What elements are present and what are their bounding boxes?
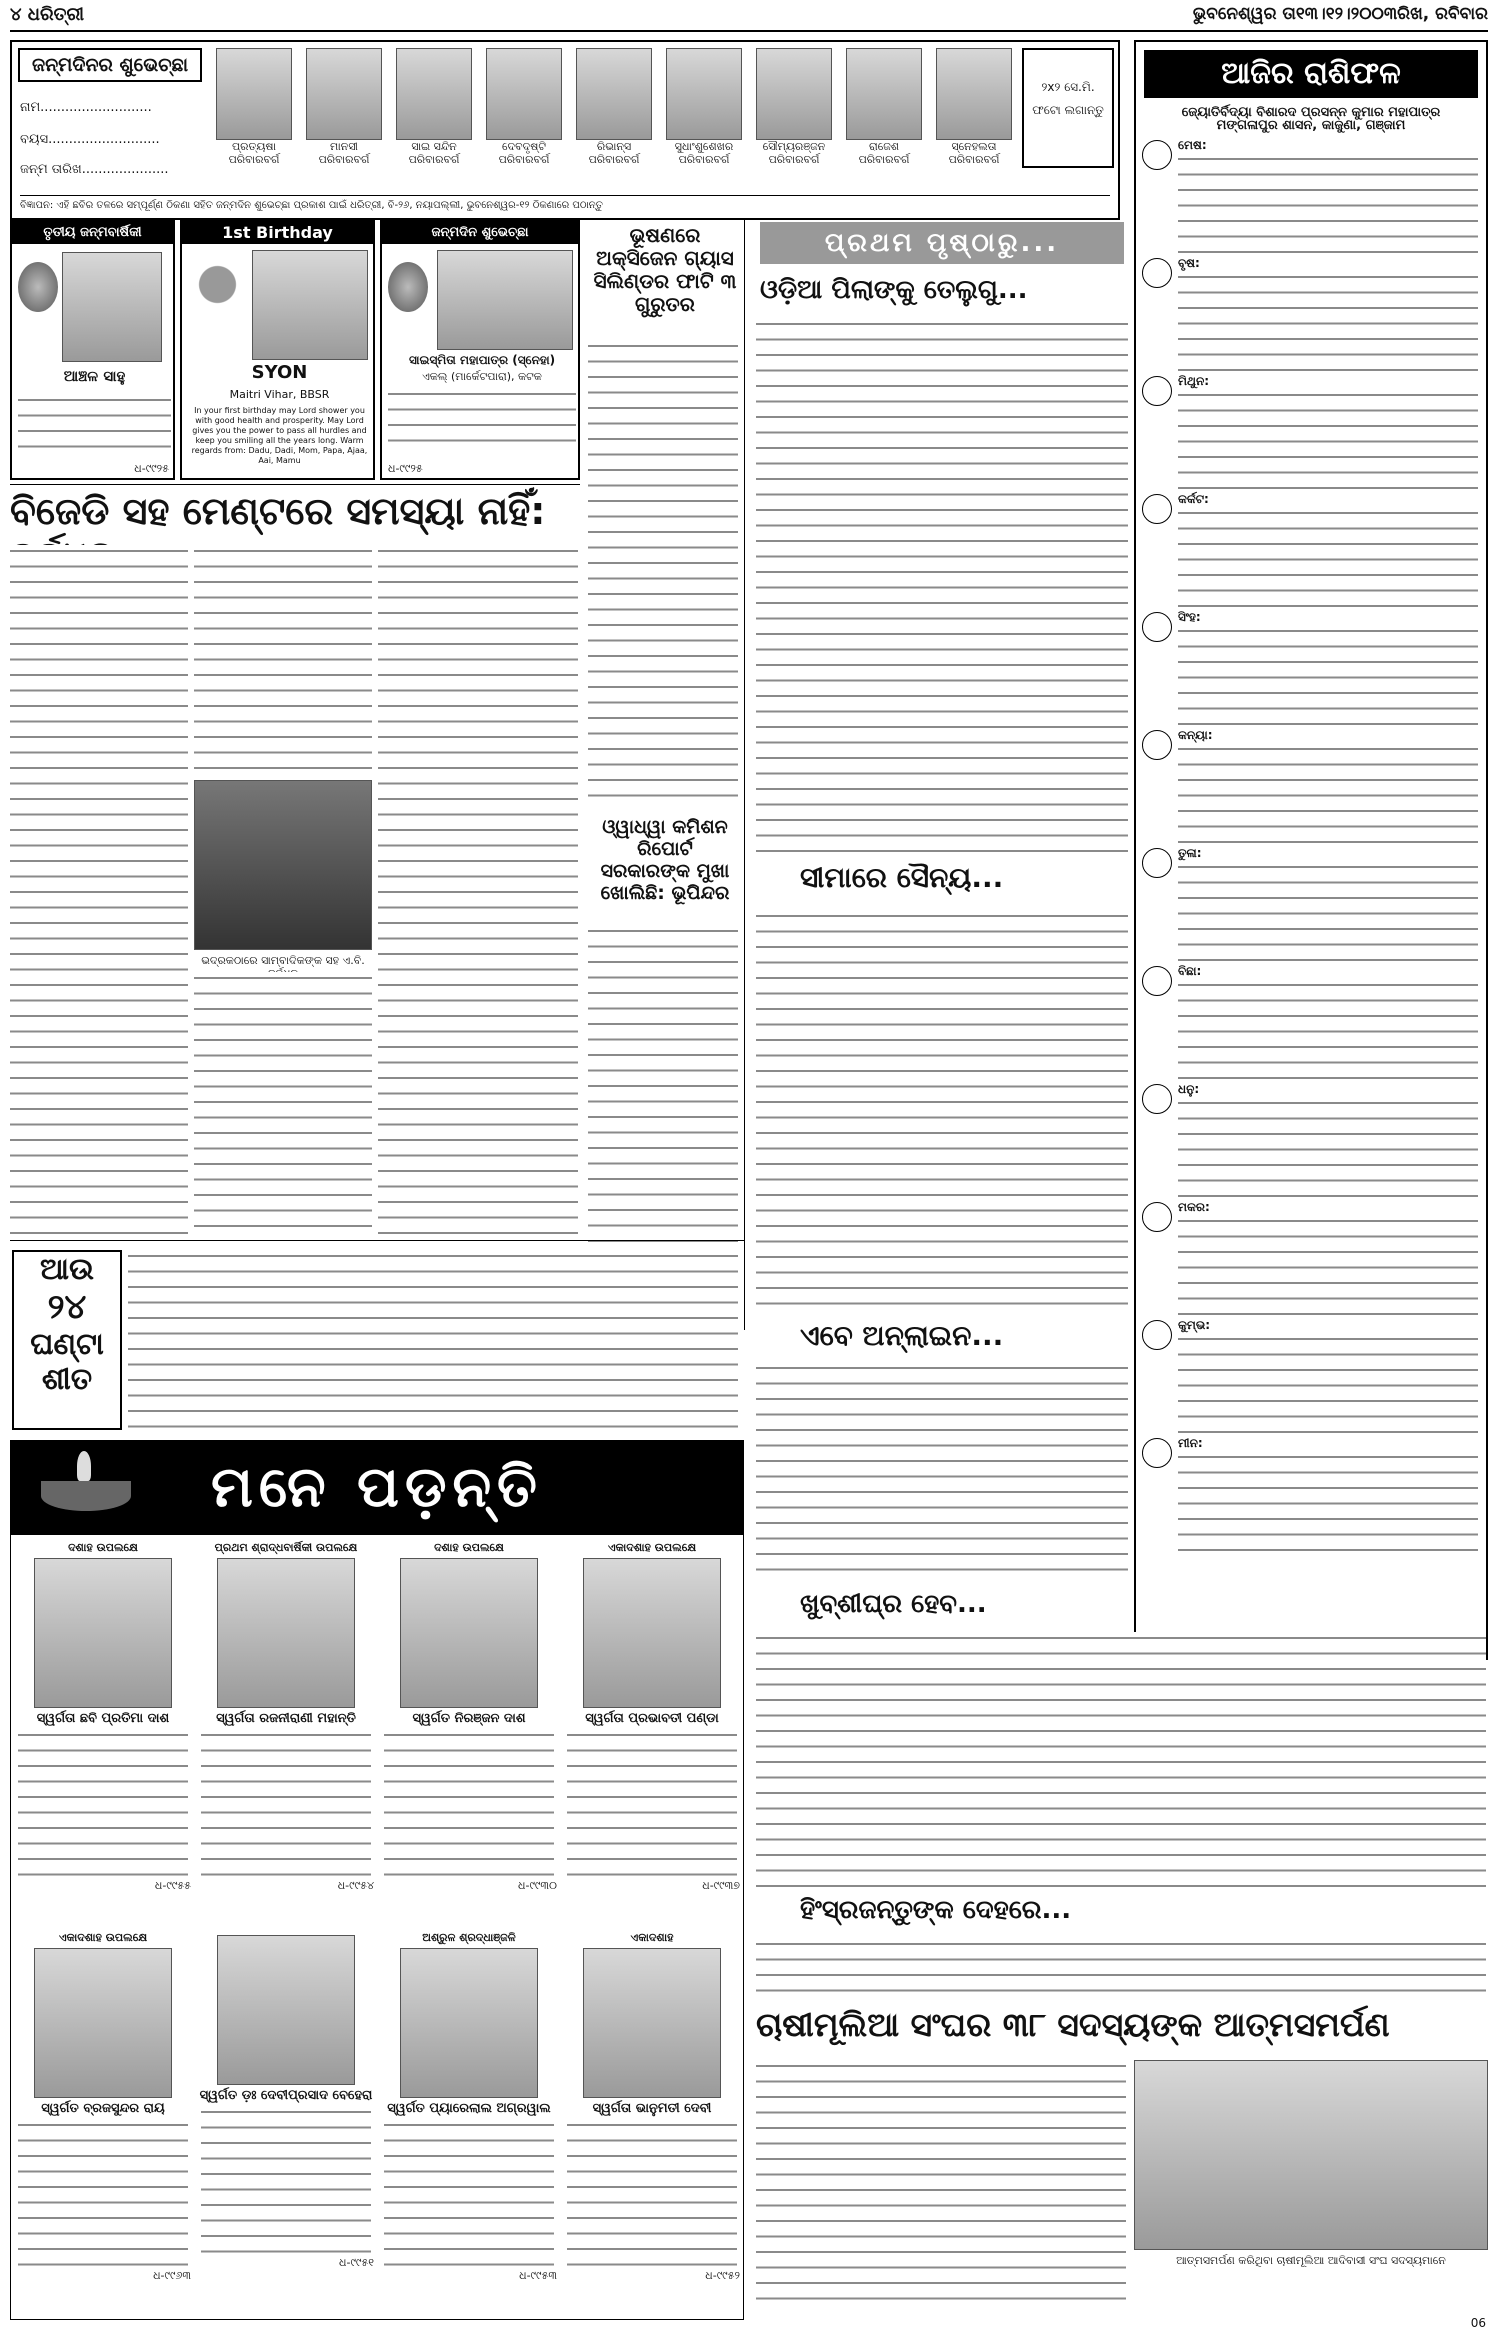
headline-seemare: ସୀମାରେ ସୈନ୍ୟ... xyxy=(800,861,1004,894)
obituary-code: ଧ-୯୯୫୧ xyxy=(339,2256,374,2269)
field-name: ନାମ........................... xyxy=(20,100,152,115)
mane-padanti-section xyxy=(10,1440,744,2320)
headline-khub: ଖୁବ୍‌ଶୀଘ୍ର ହେବ... xyxy=(800,1589,987,1619)
cold-line-3: ଘଣ୍ଟା xyxy=(30,1327,104,1362)
sign-name: ସିଂହ: xyxy=(1178,610,1201,624)
sign-name: କର୍କଟ: xyxy=(1178,492,1209,506)
sign-text xyxy=(1178,1215,1478,1315)
virgo-icon xyxy=(1142,730,1172,760)
field-date: ଜନ୍ମ ତାରିଖ..................... xyxy=(20,162,169,177)
kid-name: ମାନସୀ xyxy=(330,140,358,153)
rashifala-byline2: ମଙ୍ଗଳାପୁର ଶାସନ, କାଜୁଣା, ଗଞ୍ଜାମ xyxy=(1216,118,1406,133)
headline-odia-telugu: ଓଡ଼ିଆ ପିଲାଙ୍କୁ ତେଲୁଗୁ... xyxy=(760,275,1028,305)
rashifala-title: ଆଜିର ରାଶିଫଳ xyxy=(1144,50,1478,98)
child-photo xyxy=(62,252,162,362)
sign-row xyxy=(1142,1200,1480,1318)
cold-line-2: ୨୪ xyxy=(47,1287,87,1327)
photo-size-note: ଫଟୋ ଲଗାନ୍ତୁ xyxy=(1032,103,1104,117)
obituary-label: ଏକାଦଶାହ xyxy=(630,1931,674,1944)
kid-family: ପରିବାରବର୍ଗ xyxy=(948,153,1000,166)
photo-size-box xyxy=(1022,48,1114,168)
ad-title: 1st Birthday xyxy=(182,222,373,244)
sign-text xyxy=(1178,1333,1478,1433)
sign-text xyxy=(1178,507,1478,607)
ad-title: ତୃତୀୟ ଜନ୍ମବାର୍ଷିକୀ xyxy=(12,222,173,244)
obituary-code: ଧ-୯୯୫୨ xyxy=(705,2269,740,2282)
kid-name: ସ୍ନେହଲତା xyxy=(951,140,997,153)
sign-row xyxy=(1142,846,1480,964)
ad-title: ଜନ୍ମଦିନ ଶୁଭେଚ୍ଛା xyxy=(382,222,578,244)
birthday-box xyxy=(10,40,1120,220)
kid-name: ରିଭାନ୍ସ xyxy=(596,140,632,153)
sign-text xyxy=(1178,861,1478,961)
ad-birthday-wish xyxy=(380,220,580,480)
kid-photo xyxy=(486,48,562,140)
balloon-icon xyxy=(388,262,428,312)
kid-family: ପରିବାରବର୍ଗ xyxy=(228,153,280,166)
sign-name: ତୁଳା: xyxy=(1178,846,1202,860)
kid-photo xyxy=(666,48,742,140)
sign-name: ମିଥୁନ: xyxy=(1178,374,1210,388)
sign-name: ଧନୁ: xyxy=(1178,1082,1200,1096)
obituary-photo xyxy=(583,1558,721,1708)
scorpio-icon xyxy=(1142,966,1172,996)
obituary-photo xyxy=(583,1948,721,2098)
sign-row xyxy=(1142,492,1480,610)
obituary-text xyxy=(384,2119,554,2269)
obituary-code: ଧ-୯୯୫୪ xyxy=(337,1879,374,1892)
obituary-label: ଏକାଦଶାହ ଉପଲକ୍ଷେ xyxy=(58,1931,148,1944)
surrender-caption: ଆତ୍ମସମର୍ପଣ କରିଥିବା ଚାଷୀମୂଲିଆ ଆଦିବାସୀ ସଂଘ ସଦସ୍ୟମାନେ xyxy=(1176,2254,1446,2267)
birthday-kid xyxy=(482,48,566,166)
obituary-card xyxy=(15,1931,191,2311)
birthday-kid xyxy=(212,48,296,166)
sign-row xyxy=(1142,610,1480,728)
obituary-card xyxy=(381,1931,557,2311)
ad-third-birthday xyxy=(10,220,175,480)
kid-family: ପରିବାରବର୍ଗ xyxy=(498,153,550,166)
cold-line-4: ଶୀତ xyxy=(41,1362,93,1397)
birthday-photos xyxy=(212,48,1032,178)
story-online-body xyxy=(756,1362,1128,1582)
story-khub-body xyxy=(756,1632,1486,1892)
obituary-text xyxy=(567,2119,737,2269)
kid-photo xyxy=(756,48,832,140)
headline-commission: ଓ୍ୱାଧ୍ୱା କମିଶନ ରିପୋର୍ଟ ସରକାରଙ୍କ ମୁଖା ଖୋଲିଛି: ଭୂପିନ୍ଦର xyxy=(600,816,730,904)
diya-icon xyxy=(41,1481,131,1511)
obituary-name: ସ୍ୱର୍ଗତ ଡ଼ଃ ଦେବୀପ୍ରସାଦ ବେହେରା xyxy=(199,2088,373,2103)
obituary-card xyxy=(15,1541,191,1921)
kid-name: ସାଇ ସନ୍ଦିନ xyxy=(411,140,457,153)
headline-chasi-mulia: ଚାଷୀମୂଲିଆ ସଂଘର ୩୮ ସଦସ୍ୟଙ୍କ ଆତ୍ମସମର୍ପଣ xyxy=(756,2005,1390,2044)
birthday-box-title: ଜନ୍ମଦିନର ଶୁଭେଚ୍ଛା xyxy=(18,48,202,82)
obituary-card xyxy=(198,1931,374,2311)
kid-family: ପରିବାରବର୍ଗ xyxy=(318,153,370,166)
kid-family: ପରିବାରବର୍ଗ xyxy=(678,153,730,166)
kid-photo xyxy=(396,48,472,140)
story-chasi-body xyxy=(756,2060,1126,2310)
sign-text xyxy=(1178,153,1478,253)
sign-row xyxy=(1142,728,1480,846)
kid-name: ସୌମ୍ୟରଞ୍ଜନ xyxy=(762,140,826,153)
mane-padanti-title: ମନେ ପଡ଼ନ୍ତି xyxy=(211,1455,543,1520)
row-rule xyxy=(10,484,580,485)
birthday-kid xyxy=(752,48,836,166)
kid-family: ପରିବାରବର୍ଗ xyxy=(408,153,460,166)
balloon-icon xyxy=(18,262,58,312)
obituary-photo xyxy=(400,1948,538,2098)
obituary-card xyxy=(564,1541,740,1921)
obituary-text xyxy=(18,2119,188,2269)
obituary-text xyxy=(384,1729,554,1879)
obituary-label: ଦଶାହ ଉପଲକ୍ଷେ xyxy=(68,1541,138,1554)
birthday-kid xyxy=(302,48,386,166)
capricorn-icon xyxy=(1142,1202,1172,1232)
kid-family: ପରିବାରବର୍ଗ xyxy=(768,153,820,166)
kid-photo xyxy=(216,48,292,140)
obituary-name: ସ୍ୱର୍ଗତା ଛବି ପ୍ରତିମା ଦାଶ xyxy=(36,1711,170,1726)
kid-photo xyxy=(936,48,1012,140)
obituary-text xyxy=(18,1729,188,1879)
aquarius-icon xyxy=(1142,1320,1172,1350)
sign-text xyxy=(1178,1097,1478,1197)
rashifala-byline: ଜ୍ୟୋତିର୍ବିଦ୍ୟା ବିଶାରଦ ପ୍ରସନ୍ନ କୁମାର ମହାପାତ୍ର xyxy=(1181,105,1441,120)
obituary-card xyxy=(198,1541,374,1921)
ad-code: ଧ-୯୯୨୫ xyxy=(388,462,423,475)
obituary-photo xyxy=(34,1948,172,2098)
kid-photo xyxy=(306,48,382,140)
sign-name: ବୃଷ: xyxy=(1178,256,1200,270)
sign-name: ମକର: xyxy=(1178,1200,1210,1214)
libra-icon xyxy=(1142,848,1172,878)
headline-hinsa: ହିଂସ୍ରଜନ୍ତୁଙ୍କ ଦେହରେ... xyxy=(800,1895,1072,1925)
obituary-label: ଅଶ୍ରୁଳ ଶ୍ରଦ୍ଧାଞ୍ଜଳି xyxy=(422,1931,516,1944)
obituary-card xyxy=(564,1931,740,2311)
aries-icon xyxy=(1142,140,1172,170)
ad-address: ଏକଲ୍ (ମାର୍କେଟପାରା), କଟକ xyxy=(422,370,542,383)
sign-text xyxy=(1178,979,1478,1079)
kid-photo xyxy=(846,48,922,140)
obituary-name: ସ୍ୱର୍ଗତ ପ୍ୟାରେଲାଲ ଅଗ୍ରୱାଲ xyxy=(387,2101,551,2116)
sign-name: କନ୍ୟା: xyxy=(1178,728,1213,742)
bardhan-caption: ଭଦ୍ରକଠାରେ ସାମ୍ବାଦିକଙ୍କ ସହ ଏ.ବି. xyxy=(201,954,365,967)
obituary-code: ଧ-୯୯୩୭ xyxy=(702,1879,740,1892)
ad-text xyxy=(388,388,576,450)
birthday-box-footer: ବିଜ୍ଞାପନ: ଏହି ଛବିର ତଳରେ ସମ୍ପୂର୍ଣ୍ଣ ଠିକଣା ସହିତ ଜନ୍ମଦିନ ଶୁଭେଚ୍ଛା ପ୍ରକାଶ ପାଇଁ ଧରିତ୍ରୀ, ବି-୨୬, ନୟାପଲ୍ଲୀ, ଭୁବନେଶ୍ୱର-୧୨ ଠିକଣାରେ ପଠାନ୍ତୁ xyxy=(20,195,1110,211)
rashifala-signs xyxy=(1136,138,1486,1554)
kid-name: ସୁଧାଂଶୁଶେଖର xyxy=(674,140,734,153)
kid-photo xyxy=(576,48,652,140)
row-rule xyxy=(10,1240,744,1241)
sign-row xyxy=(1142,1082,1480,1200)
obituary-name: ସ୍ୱର୍ଗତା ରଜନୀରାଣୀ ମହାନ୍ତି xyxy=(216,1711,356,1726)
obituary-label: ପ୍ରଥମ ଶ୍ରାଦ୍ଧବାର୍ଷିକୀ ଉପଲକ୍ଷେ xyxy=(214,1541,358,1554)
obituary-name: ସ୍ୱର୍ଗତା ଭାନୁମତୀ ଦେବୀ xyxy=(592,2101,712,2116)
sign-row xyxy=(1142,964,1480,1082)
obituary-text xyxy=(201,2106,371,2256)
obituary-name: ସ୍ୱର୍ଗତା ପ୍ରଭାବତୀ ପଣ୍ଡା xyxy=(585,1711,719,1726)
obituary-photo xyxy=(217,1558,355,1708)
leo-icon xyxy=(1142,612,1172,642)
kid-family: ପରିବାରବର୍ଗ xyxy=(588,153,640,166)
obituary-photo xyxy=(217,1935,355,2085)
story-odia-body xyxy=(756,318,1128,858)
gemini-icon xyxy=(1142,376,1172,406)
page-folio: ୪ ଧରିତ୍ରୀ xyxy=(10,4,85,25)
cancer-icon xyxy=(1142,494,1172,524)
bardhan-photo xyxy=(194,780,372,950)
story-bjd-col2-bottom xyxy=(194,972,372,1235)
headline-bjd: ବିଜେଡି ସହ ମେଣ୍ଟରେ ସମସ୍ୟା ନାହିଁ: xyxy=(10,489,546,533)
sign-text xyxy=(1178,625,1478,725)
mane-padanti-banner xyxy=(11,1441,743,1535)
obituary-code: ଧ-୯୯୫୫ xyxy=(154,1879,191,1892)
obituary-photo xyxy=(400,1558,538,1708)
ad-text xyxy=(18,394,171,456)
kid-name: ପ୍ରତ୍ୟଷା xyxy=(231,140,277,153)
story-gas-body xyxy=(588,340,738,810)
sign-text xyxy=(1178,1451,1478,1551)
headline-gas-cylinder: ଭୂଷଣରେ ଅକ୍ସିଜେନ ଗ୍ୟାସ ସିଲିଣ୍ଡର ଫାଟି ୩ ଗୁରୁତର xyxy=(593,223,737,316)
birthday-kid xyxy=(572,48,656,166)
ad-name: SYON xyxy=(251,362,308,383)
sign-row xyxy=(1142,374,1480,492)
ad-body: In your first birthday may Lord shower you with good health and prosperity. May Lord gives you the power to pass all hurdles and keep you smiling all the years long. Warm regards from: Dadu, Dadi, Mom, Papa, Ajaa, Aai, Mamu xyxy=(191,406,368,465)
kid-name: ରାଜେଶ xyxy=(868,140,900,153)
obituary-code: ଧ-୯୯୫୩ xyxy=(519,2269,557,2282)
story-seemare-body xyxy=(756,910,1128,1315)
sign-text xyxy=(1178,743,1478,843)
child-photo xyxy=(437,250,573,350)
obituary-card xyxy=(381,1541,557,1921)
obituary-code: ଧ-୯୯୬୩ xyxy=(153,2269,191,2282)
ad-address: Maitri Vihar, BBSR xyxy=(229,388,330,401)
sign-text xyxy=(1178,271,1478,371)
sign-name: ବିଛା: xyxy=(1178,964,1202,978)
ad-first-birthday xyxy=(180,220,375,480)
column-rule xyxy=(744,220,745,1330)
sign-row xyxy=(1142,1436,1480,1554)
cold-wave-box xyxy=(12,1250,122,1430)
sign-name: ମୀନ: xyxy=(1178,1436,1203,1450)
taurus-icon xyxy=(1142,258,1172,288)
story-hinsa-body xyxy=(756,1938,1486,1998)
kid-family: ପରିବାରବର୍ଗ xyxy=(858,153,910,166)
obituary-name: ସ୍ୱର୍ଗତ ନିରଞ୍ଜନ ଦାଶ xyxy=(412,1711,526,1726)
story-bjd-col2-top xyxy=(194,545,372,775)
obituary-label: ଏକାଦଶାହ ଉପଲକ୍ଷେ xyxy=(607,1541,697,1554)
photo-size-value: ୨x୨ ସେ.ମି. xyxy=(1041,80,1095,94)
ad-name: ଆଞ୍ଚଳ ସାହୁ xyxy=(63,367,126,385)
page-header xyxy=(10,0,1488,32)
story-bjd-col3 xyxy=(378,545,578,1235)
child-photo xyxy=(252,250,368,360)
birthday-kid xyxy=(842,48,926,166)
obituary-photo xyxy=(34,1558,172,1708)
kid-name: ଦେବଦୃଷ୍ଟି xyxy=(502,140,546,153)
ad-name: ସାଇସ୍ମିତା ମହାପାତ୍ର (ସ୍ନେହା) xyxy=(408,353,556,367)
pratham-banner: ପ୍ରଥମ ପୃଷ୍ଠାରୁ... xyxy=(760,222,1124,264)
sign-name: କୁମ୍ଭ: xyxy=(1178,1318,1211,1332)
pisces-icon xyxy=(1142,1438,1172,1468)
birthday-kid xyxy=(392,48,476,166)
rashifala-box xyxy=(1134,40,1488,1660)
flower-icon xyxy=(190,262,245,352)
obituary-label: ଦଶାହ ଉପଲକ୍ଷେ xyxy=(434,1541,504,1554)
birthday-kid xyxy=(662,48,746,166)
story-cold-body xyxy=(128,1250,738,1430)
obituary-name: ସ୍ୱର୍ଗତ ବ୍ରଜସୁନ୍ଦର ରାୟ xyxy=(41,2101,165,2116)
field-age: ବୟସ........................... xyxy=(20,132,160,147)
story-bjd-col1 xyxy=(10,545,188,1235)
sign-name: ମେଷ: xyxy=(1178,138,1207,152)
headline-online: ଏବେ ଅନ୍‌ଲାଇନ... xyxy=(800,1319,1004,1352)
sagittarius-icon xyxy=(1142,1084,1172,1114)
sign-row xyxy=(1142,1318,1480,1436)
sign-row xyxy=(1142,138,1480,256)
obituary-text xyxy=(567,1729,737,1879)
birthday-kid xyxy=(932,48,1016,166)
obituary-code: ଧ-୯୯୩୦ xyxy=(518,1879,557,1892)
obituary-text xyxy=(201,1729,371,1879)
sign-text xyxy=(1178,389,1478,489)
flame-icon xyxy=(77,1451,91,1481)
sign-row xyxy=(1142,256,1480,374)
cold-line-1: ଆଉ xyxy=(39,1252,95,1287)
page-number: 06 xyxy=(1470,2316,1486,2330)
ad-code: ଧ-୯୯୨୫ xyxy=(134,462,169,475)
page-dateline: ଭୁବନେଶ୍ୱର ତା୧୩।୧୨।୨୦୦୩ରିଖ, ରବିବାର xyxy=(1192,4,1488,24)
surrender-photo xyxy=(1134,2060,1488,2250)
